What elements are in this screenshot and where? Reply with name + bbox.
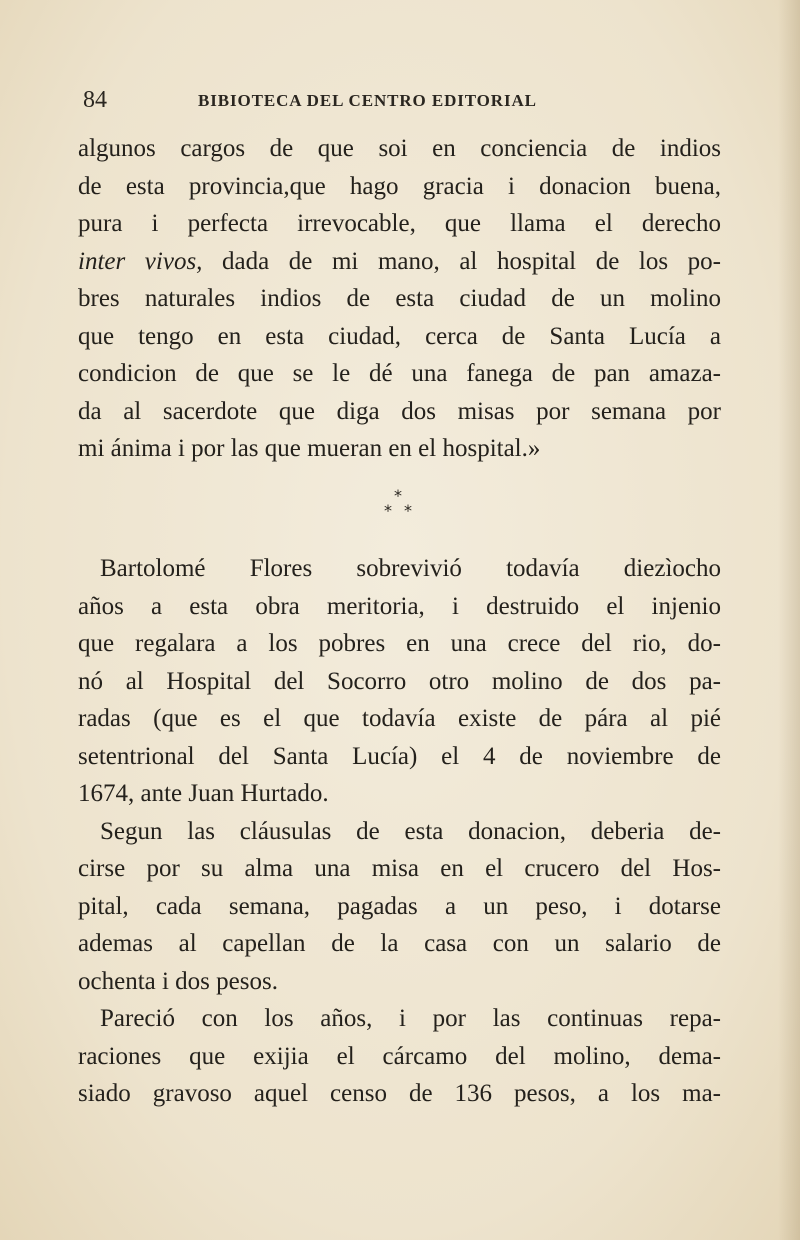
text-line: cirse por su alma una misa en el crucero del Hos-	[78, 855, 721, 882]
page-number: 84	[83, 87, 107, 113]
text-line: que tengo en esta ciudad, cerca de Santa Lucía a	[78, 322, 721, 350]
page-edge-shadow	[778, 0, 800, 1240]
text-line: nó al Hospital del Socorro otro molino de dos pa-	[78, 667, 721, 695]
text-line: da al sacerdote que diga dos misas por semana por	[78, 397, 721, 425]
text-line: bres naturales indios de esta ciudad de un molino	[78, 285, 721, 312]
text-line: Bartolomé Flores sobrevivió todavía diezìocho	[100, 555, 721, 582]
text-line: que regalara a los pobres en una crece del rio, do-	[78, 630, 721, 657]
asterisk: *	[384, 501, 392, 520]
paragraph-donation-quote	[78, 130, 721, 468]
italic-phrase: inter vivos,	[78, 247, 203, 275]
asterisk: *	[404, 501, 412, 520]
text-line: de esta provincia,que hago gracia i donacion buena,	[78, 172, 721, 200]
text-line-with-italic	[78, 243, 721, 281]
text-line: años a esta obra meritoria, i destruido el injenio	[78, 592, 721, 620]
text-line: Segun las cláusulas de esta donacion, deberia de-	[100, 817, 721, 845]
text-line-rest: dada de mi mano, al hospital de los po-	[222, 247, 721, 275]
text-line: pital, cada semana, pagadas a un peso, i dotarse	[78, 892, 721, 920]
running-head: BIBIOTECA DEL CENTRO EDITORIAL	[198, 91, 537, 110]
text-line: algunos cargos de que soi en conciencia de indios	[78, 135, 721, 162]
text-line: Pareció con los años, i por las continuas repa-	[100, 1005, 721, 1032]
text-line: 1674, ante Juan Hurtado.	[78, 780, 329, 807]
asterism-divider	[360, 486, 440, 526]
body-text	[78, 550, 721, 1113]
text-line: pura i perfecta irrevocable, que llama el derecho	[78, 210, 721, 237]
text-line: ochenta i dos pesos.	[78, 967, 278, 995]
page-header	[83, 87, 723, 117]
text-line: setentrional del Santa Lucía) el 4 de noviembre de	[78, 742, 721, 770]
text-line: ademas al capellan de la casa con un salario de	[78, 930, 721, 957]
text-line: siado gravoso aquel censo de 136 pesos, a los ma-	[78, 1080, 721, 1107]
text-line: condicion de que se le dé una fanega de pan amaza-	[78, 360, 721, 387]
asterisk: *	[394, 486, 402, 505]
text-line: mi ánima i por las que mueran en el hospital.»	[78, 435, 541, 462]
text-line: raciones que exijia el cárcamo del molino, dema-	[78, 1042, 721, 1070]
text-line: radas (que es el que todavía existe de pára al pié	[78, 705, 721, 732]
